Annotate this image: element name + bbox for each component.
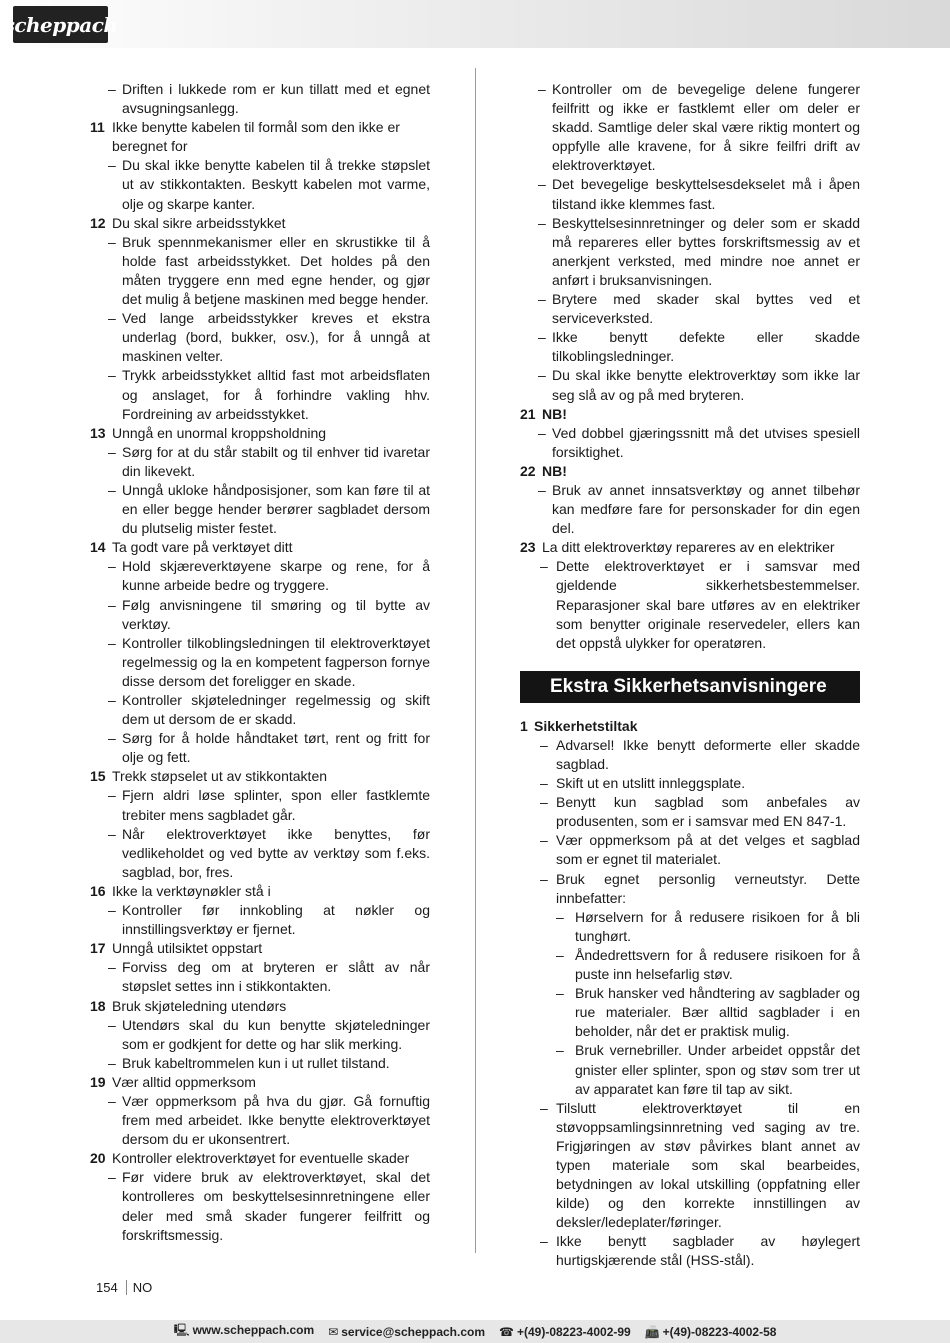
bullet-item — [520, 831, 860, 869]
item-number: 23 — [520, 539, 536, 556]
bullet-item — [90, 1054, 430, 1073]
item-heading-text: Ikke la verktøynøkler stå i — [112, 882, 271, 899]
numbered-heading — [90, 1149, 430, 1168]
bullet-item — [520, 175, 860, 213]
bullet-item — [90, 786, 430, 824]
header-bar — [0, 0, 950, 48]
bullet-text: Kontroller tilkoblingsledningen til elektroverktøyet regelmessig og la en kompetent fagperson fornye disse dersom det foreligger en skade. — [122, 634, 430, 689]
bullet-item — [90, 80, 430, 118]
bullet-text: Bruk vernebriller. Under arbeidet oppstår det gnister eller splinter, spon og støv som trer ut av apparatet kan føre til tap av sikt. — [575, 1042, 860, 1097]
bullet-text: Bruk egnet personlig verneutstyr. Dette innbefatter: — [556, 870, 860, 906]
bullet-text: Dette elektroverktøyet er i samsvar med gjeldende sikkerhetsbestemmelser. Reparasjoner skal bare utføres av en elektriker som benytter originale reservedeler, ellers kan det oppstå ulykker for operatøren. — [556, 558, 860, 651]
bullet-text: Du skal ikke benytte kabelen til å trekke støpslet ut av stikkontakten. Beskytt kabelen mot varme, olje og skarpe kanter. — [122, 157, 430, 212]
page-footer — [96, 1280, 152, 1295]
bullet-text: Kontroller skjøteledninger regelmessig og skift dem ut dersom de er skadd. — [122, 692, 430, 728]
dash-bullet-icon: – — [108, 1016, 116, 1033]
bullet-item — [520, 774, 860, 793]
bullet-item — [90, 901, 430, 939]
bullet-text: Trykk arbeidsstykket alltid fast mot arbeidsflaten og anslaget, for å forhindre vakling hhv. Fordreining av arbeidsstykket. — [122, 367, 430, 422]
bullet-item — [520, 557, 860, 652]
dash-bullet-icon: – — [108, 596, 116, 613]
bullet-item — [520, 424, 860, 462]
bullet-item — [90, 233, 430, 309]
contact-bar — [0, 1320, 950, 1343]
bullet-item — [90, 825, 430, 882]
item-number: 17 — [90, 940, 106, 957]
dash-bullet-icon: – — [540, 775, 548, 792]
bullet-item — [90, 557, 430, 595]
sub-bullet-item — [520, 984, 860, 1041]
dash-bullet-icon: – — [108, 558, 116, 575]
bullet-item — [520, 366, 860, 404]
numbered-heading — [520, 538, 860, 557]
bullet-item — [520, 481, 860, 538]
bullet-item — [90, 1168, 430, 1244]
dash-bullet-icon: – — [540, 558, 548, 575]
item-number: 22 — [520, 462, 536, 479]
item-number: 11 — [90, 119, 105, 136]
website-item[interactable] — [174, 1321, 315, 1342]
item-number: 12 — [90, 214, 106, 231]
dash-bullet-icon: – — [108, 443, 116, 460]
bullet-text: Sørg for å holde håndtaket tørt, rent og fritt for olje og fett. — [122, 730, 430, 766]
bullet-text: Ikke benytt defekte eller skadde tilkoblingsledninger. — [552, 329, 860, 365]
bullet-item — [520, 80, 860, 175]
dash-bullet-icon: – — [538, 214, 546, 231]
dash-bullet-icon: – — [108, 902, 116, 919]
bullet-text: Brytere med skader skal byttes ved et serviceverksted. — [552, 291, 860, 327]
bullet-text: Bruk av annet innsatsverktøy og annet tilbehør kan medføre fare for personskader for din egen del. — [552, 481, 860, 537]
bullet-item — [520, 214, 860, 290]
bullet-item — [90, 596, 430, 634]
bullet-item — [90, 309, 430, 366]
item-heading-text: Trekk støpselet ut av stikkontakten — [112, 768, 328, 785]
dash-bullet-icon: – — [556, 1042, 564, 1059]
bullet-text: Det bevegelige beskyttelsesdekselet må i åpen tilstand ikke klemmes fast. — [552, 176, 860, 212]
dash-bullet-icon: – — [538, 176, 546, 193]
item-heading-text: Unngå utilsiktet oppstart — [112, 940, 263, 957]
dash-bullet-icon: – — [540, 794, 548, 811]
dash-bullet-icon: – — [108, 157, 116, 174]
dash-bullet-icon: – — [538, 291, 546, 308]
dash-bullet-icon: – — [108, 1054, 116, 1071]
bullet-item — [520, 1232, 860, 1270]
phone-number: +(49)-08223-4002-99 — [516, 1324, 631, 1339]
bullet-item — [90, 691, 430, 729]
bullet-text: Unngå ukloke håndposisjoner, som kan føre til at en eller begge hender berører sagbladet dersom du plutselig mister festet. — [122, 481, 430, 537]
dash-bullet-icon: – — [538, 81, 546, 97]
item-number: 15 — [90, 768, 106, 785]
dash-bullet-icon: – — [108, 730, 116, 747]
fax-item — [645, 1325, 777, 1339]
numbered-heading — [520, 717, 860, 736]
dash-bullet-icon: – — [108, 310, 116, 327]
bullet-text: Forviss deg om at bryteren er slått av når støpslet settes inn i stikkontakten. — [122, 959, 430, 995]
bullet-text: Vær oppmerksom på at det velges et sagblad som er egnet til materialet. — [556, 832, 860, 868]
item-number: 18 — [90, 997, 106, 1014]
bullet-text: Skift ut en utslitt innleggsplate. — [556, 775, 746, 792]
bullet-text: Benytt kun sagblad som anbefales av produsenten, som er i samsvar med EN 847-1. — [556, 794, 860, 830]
bullet-text: Fjern aldri løse splinter, spon eller fastklemte trebiter mens sagbladet går. — [122, 787, 430, 823]
dash-bullet-icon: – — [108, 692, 116, 708]
numbered-heading — [90, 538, 430, 557]
bullet-item — [90, 443, 430, 481]
fax-icon: 📠 — [644, 1324, 660, 1339]
numbered-heading — [90, 424, 430, 443]
dash-bullet-icon: – — [108, 481, 116, 498]
dash-bullet-icon: – — [538, 367, 546, 384]
item-heading-text: NB! — [542, 405, 567, 422]
sub-bullet-item — [520, 946, 860, 984]
bullet-item — [520, 870, 860, 908]
phone-item — [499, 1325, 631, 1339]
bullet-item — [90, 366, 430, 423]
dash-bullet-icon: – — [556, 946, 564, 963]
item-number: 14 — [90, 539, 106, 556]
bullet-text: Du skal ikke benytte elektroverktøy som ikke lar seg slå av og på med bryteren. — [552, 367, 860, 403]
email-item[interactable] — [328, 1325, 485, 1339]
dash-bullet-icon: – — [540, 832, 548, 849]
bullet-text: Før videre bruk av elektroverktøyet, skal det kontrolleres om beskyttelsesinnretningene eller deler med små skader fungerer feilfritt og forskriftsmessig. — [122, 1169, 430, 1243]
dash-bullet-icon: – — [108, 825, 116, 842]
numbered-heading — [90, 767, 430, 786]
numbered-heading — [90, 118, 430, 156]
item-heading-text: La ditt elektroverktøy repareres av en elektriker — [542, 539, 835, 556]
numbered-heading — [520, 405, 860, 424]
item-number: 1 — [520, 717, 528, 734]
phone-icon: ☎ — [499, 1324, 514, 1339]
bullet-text: Ved lange arbeidsstykker kreves et ekstra underlag (bord, bukker, osv.), for å unngå at maskinen velter. — [122, 310, 430, 365]
sub-bullet-item — [520, 908, 860, 946]
item-heading-text: Ikke benytte kabelen til formål som den ikke er beregnet for — [112, 119, 400, 155]
column-divider — [475, 68, 476, 1253]
bullet-text: Driften i lukkede rom er kun tillatt med et egnet avsugningsanlegg. — [122, 81, 430, 117]
item-number: 13 — [90, 424, 106, 441]
bullet-text: Beskyttelsesinnretninger og deler som er skadd må repareres eller byttes forskriftsmessig av et anerkjent verksted, med mindre noe annet er anført i bruksanvisningen. — [552, 214, 860, 288]
numbered-heading — [520, 462, 860, 481]
dash-bullet-icon: – — [540, 1233, 548, 1250]
bullet-text: Bruk hansker ved håndtering av sagblader og rue materialer. Bær alltid sagblader i en beholder, når det er praktisk mulig. — [575, 985, 860, 1040]
bullet-text: Bruk kabeltrommelen kun i ut rullet tilstand. — [122, 1054, 390, 1071]
numbered-heading — [90, 1073, 430, 1092]
item-heading-text: Du skal sikre arbeidsstykket — [112, 214, 286, 231]
dash-bullet-icon: – — [108, 81, 116, 97]
bullet-text: Ved dobbel gjæringssnitt må det utvises spesiell forsiktighet. — [552, 424, 860, 460]
fax-number: +(49)-08223-4002-58 — [662, 1324, 777, 1339]
dash-bullet-icon: – — [540, 736, 548, 753]
dash-bullet-icon: – — [108, 1092, 116, 1109]
dash-bullet-icon: – — [540, 870, 548, 887]
left-column — [90, 80, 430, 1245]
dash-bullet-icon: – — [556, 908, 564, 925]
item-heading-text: NB! — [542, 462, 567, 479]
page-number: 154 — [96, 1280, 127, 1295]
dash-bullet-icon: – — [538, 481, 546, 498]
numbered-heading — [90, 882, 430, 901]
brand-logo-text: scheppach — [3, 12, 118, 37]
dash-bullet-icon: – — [108, 959, 116, 976]
dash-bullet-icon: – — [556, 985, 564, 1002]
bullet-text: Utendørs skal du kun benytte skjøteledninger som er godkjent for dette og har slik merking. — [122, 1016, 430, 1052]
bullet-item — [520, 290, 860, 328]
bullet-item — [90, 156, 430, 213]
numbered-heading — [90, 997, 430, 1016]
bullet-item — [90, 634, 430, 691]
dash-bullet-icon: – — [108, 367, 116, 384]
bullet-item — [90, 729, 430, 767]
bullet-text: Kontroller om de bevegelige delene fungerer feilfritt og ikke er fastklemt eller om deler er skadd. Samtlige deler skal være riktig montert og oppfylle alle kravene, for å sikre feilfri drift av elektroverktøyet. — [552, 81, 860, 174]
mail-icon: ✉ — [328, 1324, 339, 1339]
bullet-item — [90, 1092, 430, 1149]
item-heading-text: Sikkerhetstiltak — [534, 717, 638, 734]
dash-bullet-icon: – — [108, 233, 116, 250]
bullet-item — [520, 793, 860, 831]
bullet-item — [520, 1099, 860, 1233]
bullet-text: Hold skjæreverktøyene skarpe og rene, for å kunne arbeide bedre og tryggere. — [122, 558, 430, 594]
bullet-text: Når elektroverktøyet ikke benyttes, før vedlikeholdet og ved bytte av verktøy som f.eks. sagblad, bor, fres. — [122, 825, 430, 880]
item-heading-text: Vær alltid oppmerksom — [112, 1073, 256, 1090]
bullet-text: Tilslutt elektroverktøyet til en støvoppsamlingsinnretning ved saging av tre. Frigjøringen av støv påvirkes blant annet av typen materiale som skal bearbeides, betydningen av lokal utskilling (oppfatning eller kilde) og den korrekte innstillingen av deksler/ledeplater/føringer. — [556, 1099, 860, 1231]
dash-bullet-icon: – — [108, 1169, 116, 1186]
numbered-heading — [90, 939, 430, 958]
item-number: 20 — [90, 1150, 106, 1167]
item-number: 21 — [520, 405, 536, 422]
bullet-text: Bruk spennmekanismer eller en skrustikke til å holde fast arbeidsstykket. Det holdes på den måten tryggere enn med egne hender, og gjør det mulig å betjene maskinen med begge hender. — [122, 233, 430, 308]
bullet-item — [520, 736, 860, 774]
item-number: 16 — [90, 882, 106, 899]
item-heading-text: Kontroller elektroverktøyet for eventuelle skader — [112, 1150, 410, 1167]
website-link[interactable]: www.scheppach.com — [192, 1323, 315, 1337]
bullet-text: Ikke benytt sagblader av høylegert hurtigskjærende stål (HSS-stål). — [556, 1233, 860, 1269]
dash-bullet-icon: – — [538, 329, 546, 346]
numbered-heading — [90, 214, 430, 233]
item-heading-text: Unngå en unormal kroppsholdning — [112, 424, 327, 441]
bullet-text: Åndedrettsvern for å redusere risikoen for å puste inn helsefarlig støv. — [575, 946, 860, 983]
bullet-item — [90, 958, 430, 996]
bullet-text: Hørselvern for å redusere risikoen for å bli tunghørt. — [575, 908, 860, 944]
email-link[interactable]: service@scheppach.com — [341, 1324, 486, 1339]
dash-bullet-icon: – — [540, 1099, 548, 1116]
bullet-text: Advarsel! Ikke benytt deformerte eller skadde sagblad. — [556, 736, 860, 772]
item-heading-text: Bruk skjøteledning utendørs — [112, 997, 287, 1014]
bullet-item — [520, 328, 860, 366]
computer-icon: 🖳 — [173, 1323, 190, 1337]
right-column — [520, 80, 860, 1271]
dash-bullet-icon: – — [538, 424, 546, 441]
bullet-text: Vær oppmerksom på hva du gjør. Gå fornuftig frem med arbeidet. Ikke benytte elektroverktøyet dersom du er ukonsentrert. — [122, 1092, 430, 1148]
bullet-text: Sørg for at du står stabilt og til enhver tid ivaretar din likevekt. — [122, 443, 430, 479]
bullet-text: Kontroller før innkobling at nøkler og innstillingsverktøy er fjernet. — [122, 902, 430, 938]
dash-bullet-icon: – — [108, 787, 116, 804]
item-heading-text: Ta godt vare på verktøyet ditt — [112, 539, 293, 556]
language-code: NO — [132, 1280, 153, 1295]
bullet-item — [90, 1016, 430, 1054]
sub-bullet-item — [520, 1041, 860, 1098]
brand-logo — [3, 6, 118, 43]
item-number: 19 — [90, 1073, 106, 1090]
section-heading: Ekstra Sikkerhetsanvisningere — [520, 671, 860, 703]
bullet-text: Følg anvisningene til smøring og til bytte av verktøy. — [122, 596, 430, 632]
bullet-item — [90, 481, 430, 538]
dash-bullet-icon: – — [108, 634, 116, 651]
